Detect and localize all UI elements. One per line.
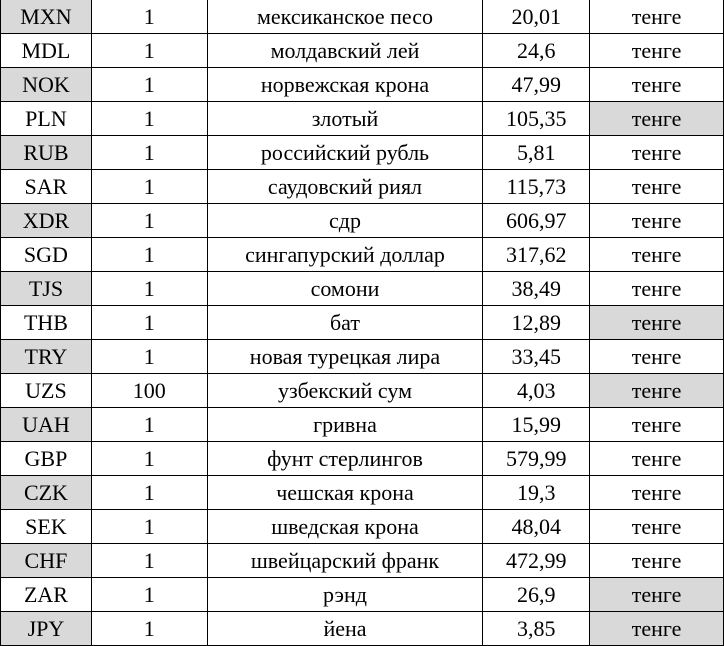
currency-name-cell: узбекский сум [207,374,483,408]
table-row [1,34,724,68]
unit-cell: тенге [590,510,724,544]
rate-cell: 5,81 [483,136,590,170]
quantity-cell: 1 [91,102,207,136]
currency-code-cell: UZS [1,374,92,408]
unit-cell: тенге [590,136,724,170]
table-row [1,612,724,646]
rate-cell: 606,97 [483,204,590,238]
rate-cell: 4,03 [483,374,590,408]
unit-cell: тенге [590,340,724,374]
quantity-cell: 1 [91,510,207,544]
table-row [1,476,724,510]
currency-name-cell: гривна [207,408,483,442]
rate-cell: 12,89 [483,306,590,340]
currency-name-cell: рэнд [207,578,483,612]
currency-name-cell: сомони [207,272,483,306]
currency-name-cell: саудовский риял [207,170,483,204]
currency-code-cell: XDR [1,204,92,238]
currency-code-cell: CZK [1,476,92,510]
unit-cell: тенге [590,204,724,238]
rate-cell: 579,99 [483,442,590,476]
table-row [1,272,724,306]
quantity-cell: 1 [91,544,207,578]
currency-name-cell: новая турецкая лира [207,340,483,374]
table-row [1,544,724,578]
currency-code-cell: TRY [1,340,92,374]
unit-cell: тенге [590,374,724,408]
rate-cell: 317,62 [483,238,590,272]
quantity-cell: 1 [91,170,207,204]
quantity-cell: 1 [91,306,207,340]
quantity-cell: 1 [91,238,207,272]
rate-cell: 48,04 [483,510,590,544]
currency-name-cell: российский рубль [207,136,483,170]
currency-code-cell: NOK [1,68,92,102]
table-row [1,408,724,442]
currency-rates-body [1,0,724,646]
currency-code-cell: ZAR [1,578,92,612]
currency-code-cell: RUB [1,136,92,170]
rate-cell: 105,35 [483,102,590,136]
quantity-cell: 1 [91,476,207,510]
table-row [1,238,724,272]
currency-name-cell: злотый [207,102,483,136]
currency-name-cell: норвежская крона [207,68,483,102]
currency-code-cell: PLN [1,102,92,136]
currency-code-cell: SGD [1,238,92,272]
currency-name-cell: чешская крона [207,476,483,510]
currency-code-cell: SAR [1,170,92,204]
unit-cell: тенге [590,612,724,646]
unit-cell: тенге [590,476,724,510]
unit-cell: тенге [590,306,724,340]
rate-cell: 24,6 [483,34,590,68]
currency-name-cell: мексиканское песо [207,0,483,34]
currency-code-cell: UAH [1,408,92,442]
unit-cell: тенге [590,578,724,612]
table-row [1,136,724,170]
table-row [1,510,724,544]
currency-code-cell: SEK [1,510,92,544]
unit-cell: тенге [590,102,724,136]
currency-name-cell: швейцарский франк [207,544,483,578]
table-row [1,306,724,340]
unit-cell: тенге [590,272,724,306]
currency-code-cell: THB [1,306,92,340]
quantity-cell: 1 [91,68,207,102]
rate-cell: 26,9 [483,578,590,612]
currency-code-cell: MXN [1,0,92,34]
unit-cell: тенге [590,0,724,34]
quantity-cell: 1 [91,136,207,170]
unit-cell: тенге [590,170,724,204]
currency-code-cell: GBP [1,442,92,476]
rate-cell: 115,73 [483,170,590,204]
currency-code-cell: JPY [1,612,92,646]
unit-cell: тенге [590,34,724,68]
currency-name-cell: йена [207,612,483,646]
currency-name-cell: сингапурский доллар [207,238,483,272]
table-row [1,442,724,476]
unit-cell: тенге [590,544,724,578]
table-row [1,340,724,374]
unit-cell: тенге [590,408,724,442]
quantity-cell: 1 [91,612,207,646]
quantity-cell: 1 [91,340,207,374]
currency-name-cell: бат [207,306,483,340]
rate-cell: 472,99 [483,544,590,578]
quantity-cell: 1 [91,578,207,612]
quantity-cell: 1 [91,204,207,238]
unit-cell: тенге [590,238,724,272]
quantity-cell: 1 [91,0,207,34]
quantity-cell: 1 [91,34,207,68]
rate-cell: 15,99 [483,408,590,442]
quantity-cell: 1 [91,272,207,306]
table-row [1,578,724,612]
quantity-cell: 100 [91,374,207,408]
unit-cell: тенге [590,442,724,476]
rate-cell: 19,3 [483,476,590,510]
rate-cell: 38,49 [483,272,590,306]
table-row [1,170,724,204]
rate-cell: 20,01 [483,0,590,34]
currency-name-cell: молдавский лей [207,34,483,68]
currency-name-cell: фунт стерлингов [207,442,483,476]
rate-cell: 33,45 [483,340,590,374]
table-row [1,102,724,136]
currency-code-cell: TJS [1,272,92,306]
rate-cell: 47,99 [483,68,590,102]
table-row [1,204,724,238]
rate-cell: 3,85 [483,612,590,646]
currency-name-cell: сдр [207,204,483,238]
quantity-cell: 1 [91,408,207,442]
table-row [1,68,724,102]
quantity-cell: 1 [91,442,207,476]
unit-cell: тенге [590,68,724,102]
currency-name-cell: шведская крона [207,510,483,544]
currency-code-cell: CHF [1,544,92,578]
table-row [1,374,724,408]
currency-code-cell: MDL [1,34,92,68]
table-row [1,0,724,34]
